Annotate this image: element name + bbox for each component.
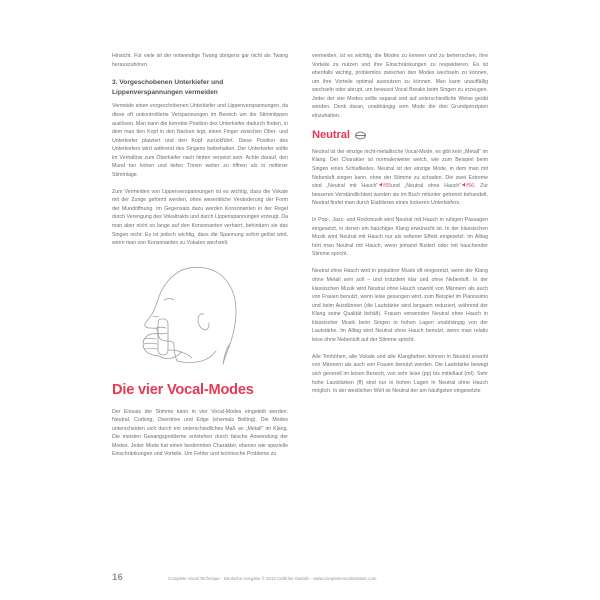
neutral-mode-label: Neutral (312, 128, 350, 141)
right-paragraph-2: In Pop-, Jazz- und Rockmusik wird Neutral mit Hauch in ruhigen Passagen eingesetzt, in denen ein hauchiger Klang erwünscht ist. In der klassischen Musik wird Neutral mit Hauch nur als seltener Effekt eingesetzt. Im Alltag hört man Neutral mit Hauch, wenn jemand flüstert oder mit hauchender Stimme spricht. (312, 217, 488, 258)
footer-imprint: Complete Vocal Technique · Deutsche Ausgabe © 2013 Cathrine Sadolin · www.completevocalinstitute.com (168, 576, 377, 581)
audio-reference-56-number: 56 (468, 183, 474, 190)
vier-vocal-modes-heading: Die vier Vocal-Modes (112, 381, 254, 398)
audio-reference-55-number: 55 (385, 183, 392, 190)
two-column-text-body (112, 52, 488, 552)
head-profile-finger-on-lips-illustration (112, 262, 288, 366)
left-carryover-paragraph: Hinsicht. Für viele ist der notwendige Twang übrigens gar nicht als Twang herauszuhören. (112, 53, 288, 68)
left-paragraph-3: Der Einsatz der Stimme kann in vier Vocal-Modes eingeteilt werden: Neutral, Curbing, Overdrive und Edge (ehemals Belting). Die Modes unterscheiden sich durch ein unterschiedliches Maß an „Metall" im Klang. Die meisten Gesangsprobleme entstehen durch falsche Anwendung der Modes. Jeder Mode hat einen bestimmten Charakter, ebenso wie spezielle Einschränkungen und Vorteile. Um Fehler und technische Probleme zu (112, 408, 288, 458)
neutral-mode-heading (312, 129, 488, 142)
audio-reference-55[interactable] (378, 183, 391, 189)
audio-reference-56[interactable] (461, 183, 474, 189)
right-paragraph-1-part3: . Zur besseren Verständlichkeit werden sie im Buch mitunter getrennt behandelt. Neutral findet man durch Etablieren eines lockeren Unterkiefers. (312, 183, 489, 207)
left-paragraph-1: Vermeide einen vorgeschobenen Unterkiefer und Lippenverspannungen, da diese oft unkontrollierte Verspannungen im Bereich um die Stimmlippen auslösen. Man kann die korrekte Position des Unterkiefer dadurch finden, in dem man den Kopf in den Nacken legt, einen Finger zwischen Ober- und Unterkiefer platziert und den Kopf zurückführt. Diese Position des Unterkiefers wird während des Singens beibehalten. Der Unterkiefer sollte im Verhältnis zum Oberkiefer nach hinten versetzt sein. Achte darauf, den Mund bei hohen und tiefen Tönen weiter zu öffnen als in mittlerer Stimmlage. (112, 103, 288, 178)
neutral-mode-symbol (355, 130, 366, 141)
right-column (312, 52, 488, 552)
speaker-icon (379, 182, 385, 188)
left-column (112, 52, 288, 552)
right-paragraph-4: Alle Tonhöhen, alle Vokale und alle Klangfarben können in Neutral sowohl von Männern als auch von Frauen benutzt werden. Die Lautstärke bewegt sich generell im leisen Bereich, von sehr leise (pp) bis mittellaut (mf). Sehr hohe Lautstärken (ff) sind nur in hohen Lagen in Neutral ohne Hauch möglich. In der westlichen Welt ist Neutral der am häufigsten eingesetzte (312, 353, 488, 395)
right-paragraph-1-part1: Neutral ist der einzige nicht-metallische Vocal-Mode, es gibt kein „Metall" im Klang. Der Charakter ist normalerweise weich, wie zum Beispiel beim Singen eines Schlafliedes. Neutral ist der einzige Mode, in dem man mit Nebenluft singen kann, ohne der Stimme zu schaden. Die zwei Extreme sind „Neutral mit Hauch" (312, 148, 488, 190)
page-number: 16 (112, 572, 123, 583)
left-paragraph-2: Zum Vermeiden von Lippenverspannungen ist es wichtig, dass die Vokale mit der Zunge geformt werden, ohne wesentliche Veränderung der Form der Mundöffnung. Im Gegensatz dazu werden Konsonanten in der Regel durch Verengung des Vokaltrakts und durch Lippenspannungen erzeugt. Da man aber nicht so lange auf den Konsonanten verharrt, behindern sie das Singen nicht. Es ist jedoch wichtig, dass die Spannung sofort gelöst wird, wenn man von Konsonanten zu Vokalen wechselt. (112, 188, 288, 247)
right-paragraph-3: Neutral ohne Hauch wird in populärer Musik oft eingesetzt, wenn der Klang ohne Metall sein soll – und trotzdem klar und ohne Nebenluft. In der klassischen Musik wird Neutral ohne Hauch sowohl von Männern als auch von Frauen benutzt, wenn leise gesungen wird, zum Beispiel im Pianissimo und beim Ausdünnen (die Lautstärke wird langsam reduziert, während der Klang seine Qualität behält). Frauen verwenden Neutral ohne Hauch in klassischer Musik beim Singen in hohen Lagen unabhängig von der Lautstärke. Im Alltag wird Neutral ohne Hauch benutzt, wenn man relativ leise ohne Nebenluft auf der Stimme spricht. (312, 268, 488, 343)
right-carryover-paragraph: vermeiden, ist es wichtig, die Modes zu kennen und zu beherrschen, ihre Vorteile zu nutzen und ihre Einschränkungen zu respektieren. Es ist ebenfalls wichtig, problemlos zwischen den Modes wechseln zu können, um ihre Vorteile optimal ausnutzen zu können. Man kann unauffällig wechseln oder abrupt, um bewusst Vocal Breaks beim Singen zu erzeugen. Jeder der vier Modes sollte separat und auf unterschiedliche Weise geübt werden. Denk daran, unabhängig vom Mode die drei Grundprinzipien einzuhalten. (312, 53, 488, 119)
right-paragraph-1 (312, 148, 488, 208)
right-paragraph-1-part2: und „Neutral ohne Hauch" (391, 183, 462, 190)
section-heading-3: 3. Vorgeschobenen Unterkiefer und Lippenverspannungen vermeiden (112, 79, 224, 96)
speaker-icon (462, 182, 468, 188)
page-footer (112, 570, 488, 594)
